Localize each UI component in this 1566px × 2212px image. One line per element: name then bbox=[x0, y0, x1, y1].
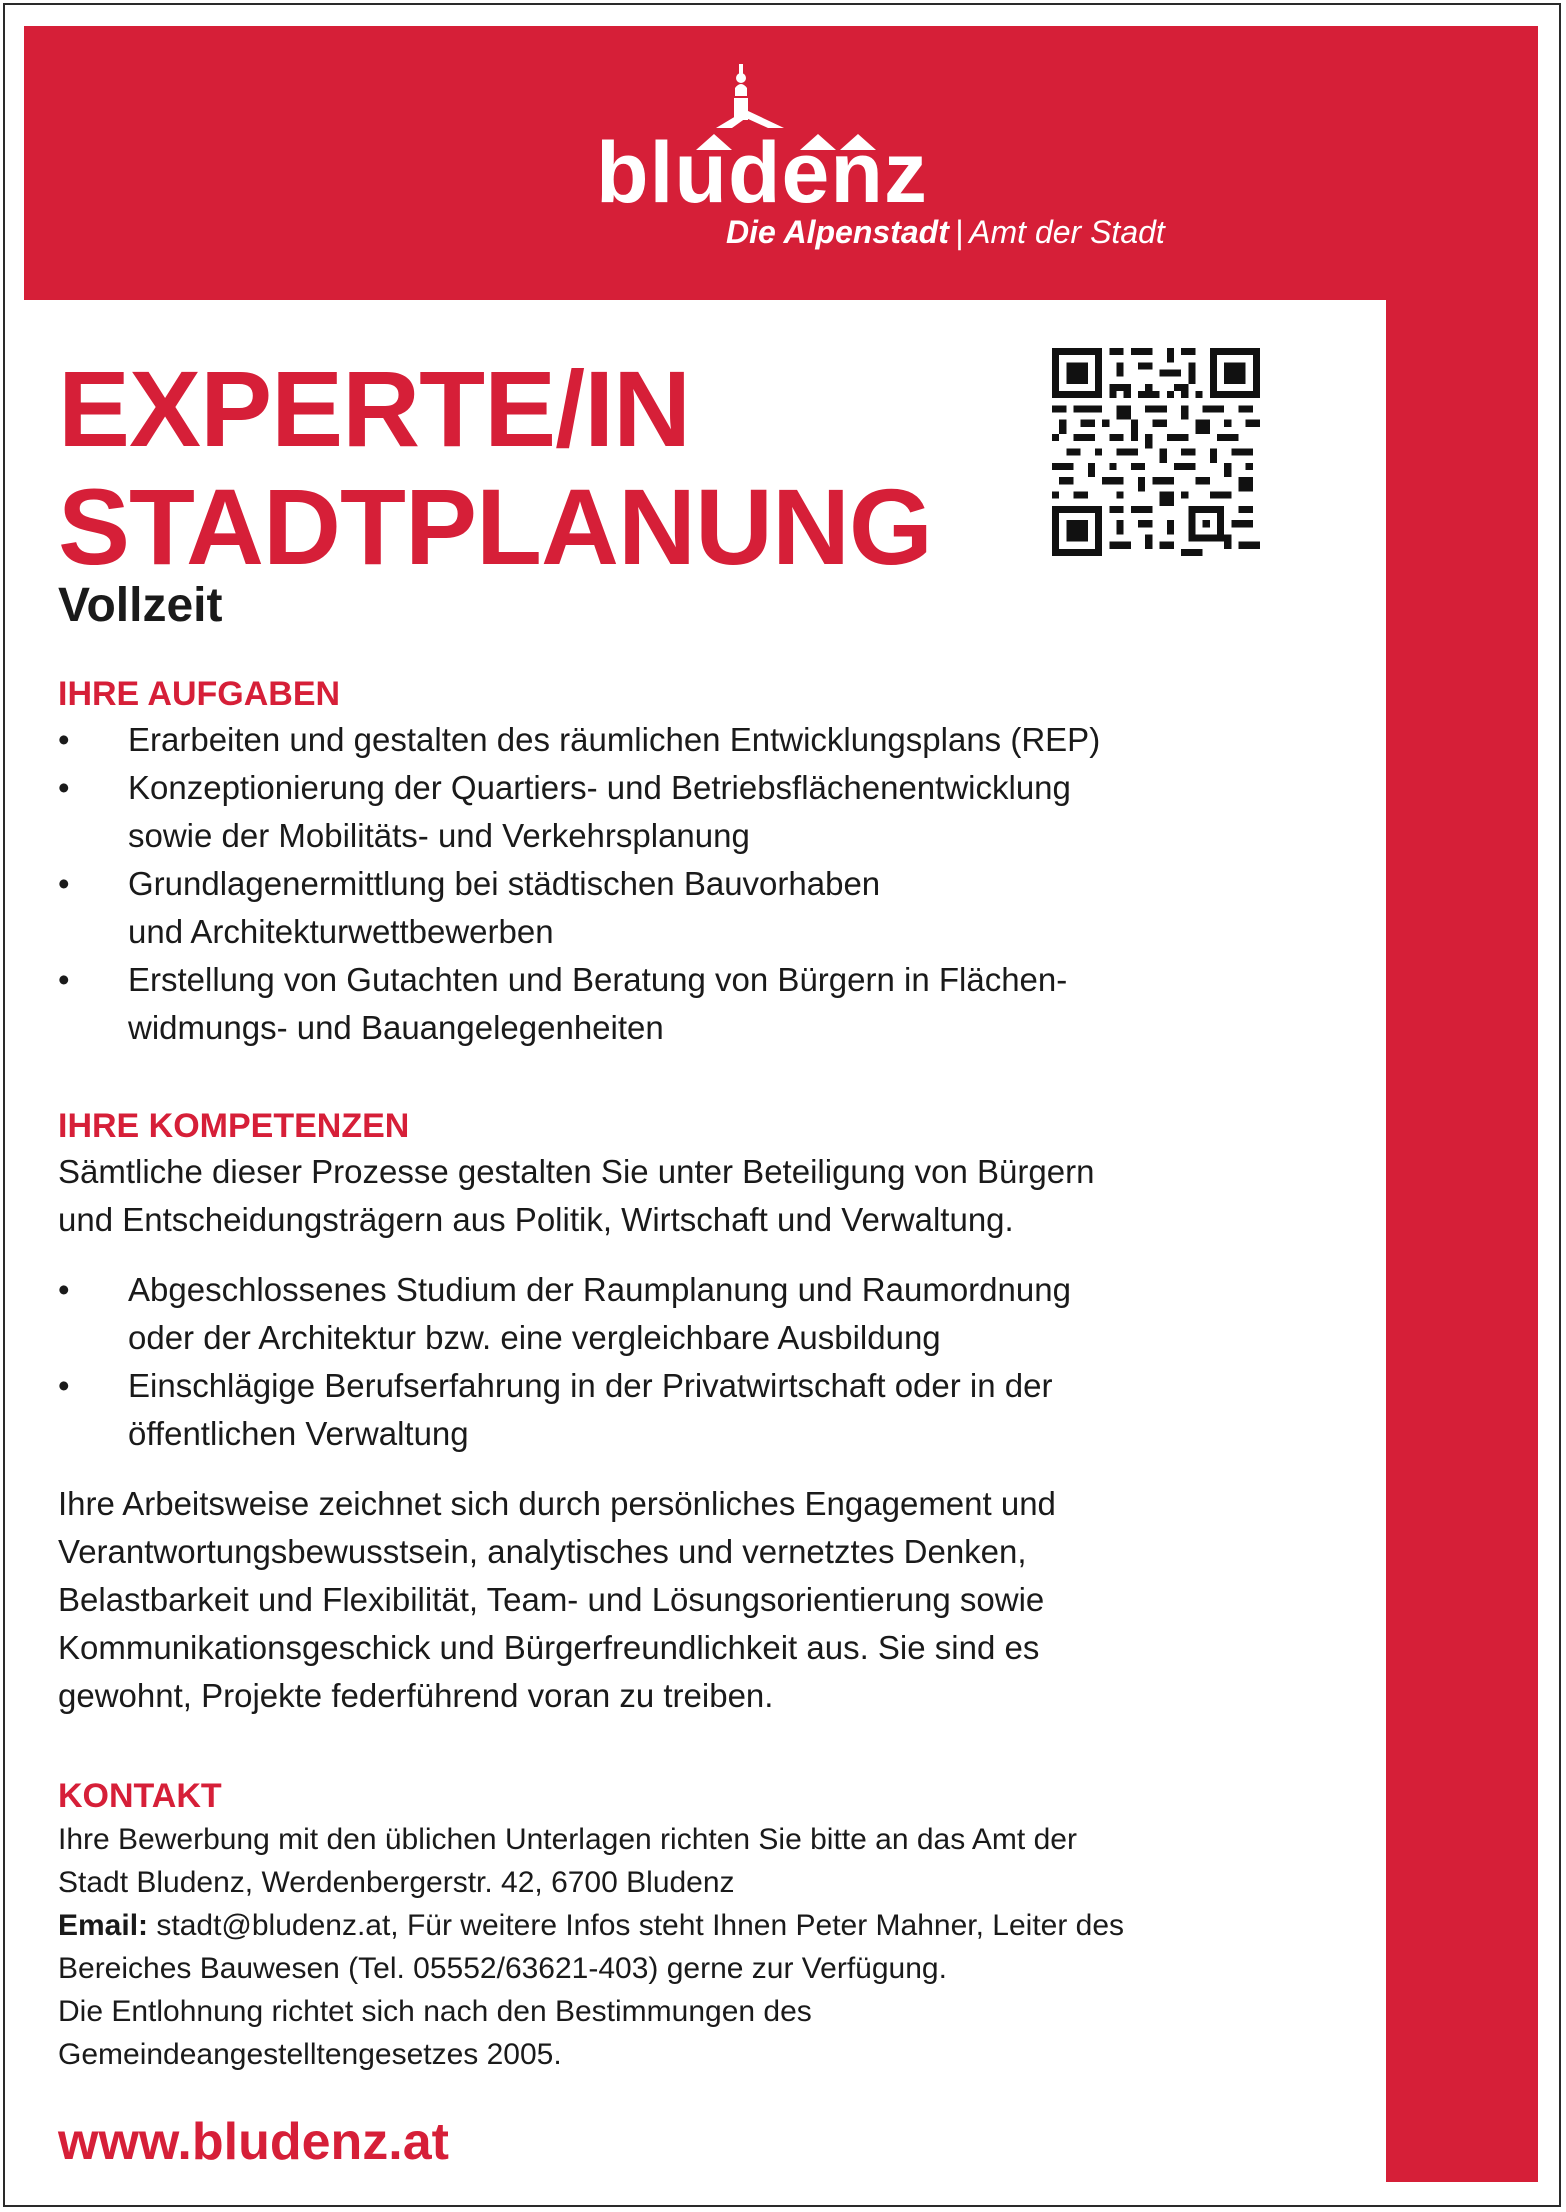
aufgaben-item-text: Grundlagenermittlung bei städtischen Bauvorhaben bbox=[128, 865, 881, 902]
tagline-strong: Die Alpenstadt bbox=[726, 214, 949, 250]
side-accent-strip bbox=[1386, 300, 1538, 2182]
kompetenzen-item-text-cont: öffentlichen Verwaltung bbox=[128, 1415, 469, 1452]
kompetenzen-item-text-cont: oder der Architektur bzw. eine vergleichbare Ausbildung bbox=[128, 1319, 941, 1356]
kontakt-line: Ihre Bewerbung mit den üblichen Unterlagen richten Sie bitte an das Amt der bbox=[58, 1823, 1077, 1856]
kontakt-line: Gemeindeangestelltengesetzes 2005. bbox=[58, 2038, 562, 2071]
aufgaben-item-text: Konzeptionierung der Quartiers- und Betriebsflächenentwicklung bbox=[128, 769, 1071, 806]
job-title bbox=[58, 350, 932, 586]
aufgaben-list bbox=[58, 716, 1348, 1052]
bullet-dot: • bbox=[58, 769, 70, 806]
email-text[interactable]: stadt@bludenz.at, Für weitere Infos steht Ihnen Peter Mahner, Leiter des bbox=[148, 1909, 1125, 1942]
aufgaben-item bbox=[58, 764, 1348, 860]
tagline-rest: Amt der Stadt bbox=[969, 214, 1165, 250]
logo-tagline bbox=[726, 214, 1165, 251]
job-title-line1: EXPERTE/IN bbox=[58, 348, 691, 469]
kompetenzen-intro bbox=[58, 1148, 1348, 1244]
kompetenzen-list bbox=[58, 1266, 1348, 1458]
kompetenzen-heading: IHRE KOMPETENZEN bbox=[58, 1107, 410, 1145]
aufgaben-item-text: Erstellung von Gutachten und Beratung von Bürgern in Flächen- bbox=[128, 961, 1068, 998]
section-aufgaben bbox=[58, 672, 1348, 1052]
kontakt-phone-line: Bereiches Bauwesen (Tel. 05552/63621-403) gerne zur Verfügung. bbox=[58, 1952, 947, 1985]
bullet-dot: • bbox=[58, 865, 70, 902]
closing-line: Ihre Arbeitsweise zeichnet sich durch persönliches Engagement und bbox=[58, 1485, 1056, 1522]
kontakt-address: Stadt Bludenz, Werdenbergerstr. 42, 6700 Bludenz bbox=[58, 1866, 735, 1899]
kompetenzen-intro-line: Sämtliche dieser Prozesse gestalten Sie unter Beteiligung von Bürgern bbox=[58, 1153, 1095, 1190]
aufgaben-item-text-cont: widmungs- und Bauangelegenheiten bbox=[128, 1009, 664, 1046]
bullet-dot: • bbox=[58, 961, 70, 998]
closing-line: Kommunikationsgeschick und Bürgerfreundlichkeit aus. Sie sind es bbox=[58, 1629, 1040, 1666]
closing-line: Verantwortungsbewusstsein, analytisches und vernetztes Denken, bbox=[58, 1533, 1027, 1570]
kompetenzen-item-text: Einschlägige Berufserfahrung in der Privatwirtschaft oder in der bbox=[128, 1367, 1053, 1404]
aufgaben-item bbox=[58, 860, 1348, 956]
tagline-separator: | bbox=[954, 214, 964, 250]
kontakt-text bbox=[58, 1818, 1348, 2076]
kompetenzen-item bbox=[58, 1266, 1348, 1362]
kontakt-heading: KONTAKT bbox=[58, 1777, 222, 1815]
bullet-dot: • bbox=[58, 721, 70, 758]
qr-code[interactable] bbox=[1052, 348, 1260, 556]
aufgaben-heading: IHRE AUFGABEN bbox=[58, 675, 341, 713]
aufgaben-item-text: Erarbeiten und gestalten des räumlichen Entwicklungsplans (REP) bbox=[128, 721, 1101, 758]
bullet-dot: • bbox=[58, 1271, 70, 1308]
aufgaben-item-text-cont: und Architekturwettbewerben bbox=[128, 913, 554, 950]
aufgaben-item bbox=[58, 716, 1348, 764]
closing-line: gewohnt, Projekte federführend voran zu treiben. bbox=[58, 1677, 774, 1714]
kompetenzen-item-text: Abgeschlossenes Studium der Raumplanung und Raumordnung bbox=[128, 1271, 1071, 1308]
aufgaben-item bbox=[58, 956, 1348, 1052]
section-kontakt bbox=[58, 1774, 1348, 2076]
logo-wordmark: bludenz bbox=[596, 125, 928, 221]
aufgaben-item-text-cont: sowie der Mobilitäts- und Verkehrsplanung bbox=[128, 817, 750, 854]
kontakt-line: Die Entlohnung richtet sich nach den Bestimmungen des bbox=[58, 1995, 812, 2028]
section-kompetenzen bbox=[58, 1104, 1348, 1720]
bludenz-logo bbox=[596, 58, 1165, 258]
email-label: Email: bbox=[58, 1909, 149, 1942]
bullet-dot: • bbox=[58, 1367, 70, 1404]
job-title-line2: STADTPLANUNG bbox=[58, 466, 932, 587]
kompetenzen-closing bbox=[58, 1480, 1348, 1720]
website-link[interactable]: www.bludenz.at bbox=[58, 2113, 449, 2171]
closing-line: Belastbarkeit und Flexibilität, Team- und Lösungsorientierung sowie bbox=[58, 1581, 1045, 1618]
kompetenzen-intro-line: und Entscheidungsträgern aus Politik, Wirtschaft und Verwaltung. bbox=[58, 1201, 1014, 1238]
kompetenzen-item bbox=[58, 1362, 1348, 1458]
employment-type: Vollzeit bbox=[58, 579, 223, 632]
